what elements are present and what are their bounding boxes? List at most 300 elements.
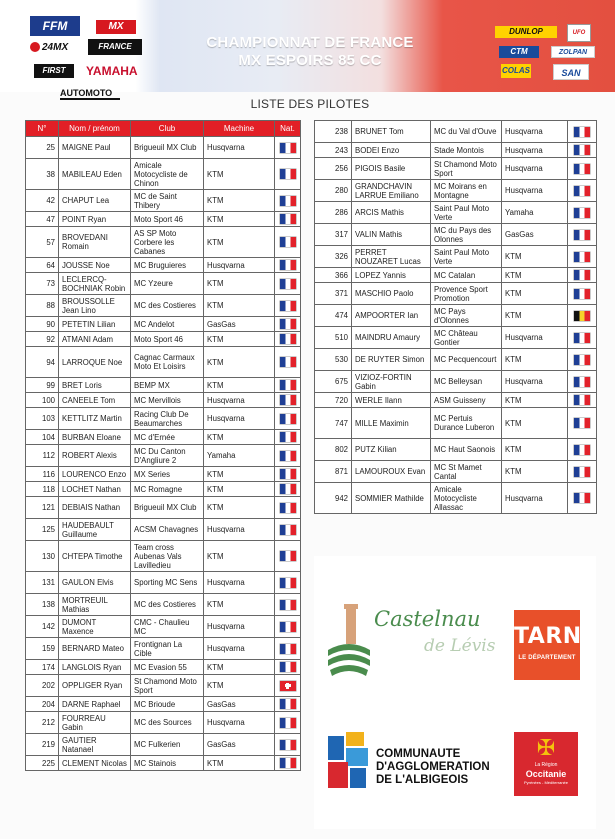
club-cell: MC Haut Saonois bbox=[431, 439, 502, 461]
france-flag-icon bbox=[280, 644, 296, 654]
name-cell: VIZIOZ-FORTIN Gabin bbox=[352, 371, 431, 393]
machine-cell: KTM bbox=[502, 408, 568, 439]
table-row bbox=[26, 697, 301, 712]
table-row bbox=[315, 143, 597, 158]
num-cell: 131 bbox=[26, 572, 59, 594]
nationality-cell bbox=[275, 137, 301, 159]
name-cell: CLEMENT Nicolas bbox=[59, 756, 131, 771]
table-header-row bbox=[26, 121, 301, 137]
machine-cell: KTM bbox=[204, 756, 275, 771]
num-cell: 92 bbox=[26, 332, 59, 347]
france-flag-icon bbox=[280, 237, 296, 247]
france-flag-icon bbox=[280, 432, 296, 442]
club-cell: MC Stainois bbox=[131, 756, 204, 771]
num-cell: 942 bbox=[315, 483, 352, 514]
num-cell: 125 bbox=[26, 519, 59, 541]
24mx-logo bbox=[30, 42, 80, 54]
name-cell: KETTLITZ Martin bbox=[59, 408, 131, 430]
partner-logos bbox=[314, 556, 596, 829]
table-row bbox=[26, 295, 301, 317]
table-row bbox=[26, 347, 301, 378]
num-cell: 366 bbox=[315, 268, 352, 283]
club-cell: Cagnac Carmaux Moto Et Loisirs bbox=[131, 347, 204, 378]
table-row bbox=[26, 258, 301, 273]
club-cell: MC Pecquencourt bbox=[431, 349, 502, 371]
name-cell: ROBERT Alexis bbox=[59, 445, 131, 467]
col-header-num: N° bbox=[26, 121, 59, 137]
table-row bbox=[315, 483, 597, 514]
nationality-cell bbox=[568, 408, 597, 439]
table-row bbox=[26, 317, 301, 332]
nationality-cell bbox=[275, 572, 301, 594]
table-row bbox=[26, 273, 301, 295]
first-logo: FIRST bbox=[34, 64, 74, 78]
num-cell: 47 bbox=[26, 212, 59, 227]
club-cell: St Chamond Moto Sport bbox=[131, 675, 204, 697]
nationality-cell bbox=[275, 660, 301, 675]
col-header-nat: Nat. bbox=[275, 121, 301, 137]
castelnau-logo bbox=[326, 596, 496, 686]
machine-cell: KTM bbox=[204, 227, 275, 258]
france-flag-icon bbox=[280, 279, 296, 289]
name-cell: MAINDRU Amaury bbox=[352, 327, 431, 349]
france-flag-icon bbox=[280, 260, 296, 270]
club-cell: Brigueuil MX Club bbox=[131, 137, 204, 159]
france-flag-icon bbox=[574, 355, 590, 365]
num-cell: 42 bbox=[26, 190, 59, 212]
ufo-logo: UFO bbox=[567, 24, 591, 42]
table-row bbox=[315, 349, 597, 371]
club-cell: ASM Guisseny bbox=[431, 393, 502, 408]
table-row bbox=[26, 445, 301, 467]
table-row bbox=[315, 393, 597, 408]
table-row bbox=[26, 482, 301, 497]
name-cell: LOPEZ Yannis bbox=[352, 268, 431, 283]
nationality-cell bbox=[275, 541, 301, 572]
club-cell: MC du Pays des Olonnes bbox=[431, 224, 502, 246]
france-flag-icon bbox=[280, 503, 296, 513]
name-cell: PIGOIS Basile bbox=[352, 158, 431, 180]
club-cell: MC Evasion 55 bbox=[131, 660, 204, 675]
table-row bbox=[26, 541, 301, 572]
nationality-cell bbox=[275, 227, 301, 258]
ffm-logo: FFM bbox=[30, 16, 80, 36]
name-cell: BERNARD Mateo bbox=[59, 638, 131, 660]
machine-cell: Husqvarna bbox=[502, 158, 568, 180]
table-row bbox=[26, 675, 301, 697]
table-row bbox=[315, 327, 597, 349]
machine-cell: KTM bbox=[204, 295, 275, 317]
castelnau-name: Castelnau bbox=[374, 607, 481, 631]
name-cell: BROVEDANI Romain bbox=[59, 227, 131, 258]
belgium-flag-icon bbox=[574, 311, 590, 321]
table-row bbox=[315, 121, 597, 143]
num-cell: 204 bbox=[26, 697, 59, 712]
nationality-cell bbox=[275, 378, 301, 393]
france-flag-icon bbox=[280, 622, 296, 632]
machine-cell: Husqvarna bbox=[204, 408, 275, 430]
nationality-cell bbox=[275, 594, 301, 616]
france-flag-icon bbox=[574, 493, 590, 503]
name-cell: MABILEAU Eden bbox=[59, 159, 131, 190]
machine-cell: KTM bbox=[204, 482, 275, 497]
san-logo: SAN bbox=[553, 64, 589, 80]
machine-cell: KTM bbox=[204, 332, 275, 347]
club-cell: MC de Saint Thibery bbox=[131, 190, 204, 212]
club-cell: Moto Sport 46 bbox=[131, 332, 204, 347]
france-flag-icon bbox=[280, 484, 296, 494]
france-flag-icon bbox=[574, 333, 590, 343]
num-cell: 121 bbox=[26, 497, 59, 519]
nationality-cell bbox=[568, 158, 597, 180]
num-cell: 675 bbox=[315, 371, 352, 393]
machine-cell: Husqvarna bbox=[502, 121, 568, 143]
castelnau-sub: de Lévis bbox=[424, 636, 496, 656]
list-title: LISTE DES PILOTES bbox=[250, 97, 370, 111]
france-flag-icon bbox=[574, 418, 590, 428]
machine-cell: Husqvarna bbox=[204, 519, 275, 541]
nationality-cell bbox=[275, 712, 301, 734]
nationality-cell bbox=[568, 327, 597, 349]
france-flag-icon bbox=[574, 252, 590, 262]
agglo-line2: D'AGGLOMERATION bbox=[376, 761, 490, 773]
club-cell: ACSM Chavagnes bbox=[131, 519, 204, 541]
machine-cell: KTM bbox=[204, 541, 275, 572]
table-row bbox=[26, 519, 301, 541]
name-cell: DUMONT Maxence bbox=[59, 616, 131, 638]
nationality-cell bbox=[275, 159, 301, 190]
championship-title-line1: CHAMPIONNAT DE FRANCE bbox=[206, 34, 414, 51]
name-cell: GRANDCHAVIN LARRUE Emiliano bbox=[352, 180, 431, 202]
france-flag-icon bbox=[280, 214, 296, 224]
table-row bbox=[26, 212, 301, 227]
machine-cell: GasGas bbox=[204, 734, 275, 756]
nationality-cell bbox=[568, 439, 597, 461]
name-cell: DE RUYTER Simon bbox=[352, 349, 431, 371]
table-row bbox=[26, 430, 301, 445]
pilot-table-left bbox=[25, 120, 301, 771]
machine-cell: GasGas bbox=[204, 697, 275, 712]
num-cell: 159 bbox=[26, 638, 59, 660]
france-flag-icon bbox=[574, 145, 590, 155]
name-cell: VALIN Mathis bbox=[352, 224, 431, 246]
num-cell: 25 bbox=[26, 137, 59, 159]
france-flag-icon bbox=[280, 334, 296, 344]
nationality-cell bbox=[275, 697, 301, 712]
nationality-cell bbox=[568, 143, 597, 158]
num-cell: 530 bbox=[315, 349, 352, 371]
agglo-logo bbox=[326, 732, 506, 798]
table-row bbox=[26, 393, 301, 408]
france-flag-icon bbox=[280, 357, 296, 367]
club-cell: MC Moirans en Montagne bbox=[431, 180, 502, 202]
24mx-logo-text: 24MX bbox=[42, 42, 69, 53]
name-cell: ATMANI Adam bbox=[59, 332, 131, 347]
machine-cell: KTM bbox=[204, 212, 275, 227]
club-cell: MC Mervillois bbox=[131, 393, 204, 408]
table-row bbox=[315, 371, 597, 393]
machine-cell: Husqvarna bbox=[204, 638, 275, 660]
num-cell: 326 bbox=[315, 246, 352, 268]
nationality-cell bbox=[568, 371, 597, 393]
dunlop-logo: DUNLOP bbox=[495, 26, 557, 38]
club-cell: Amicale Motocycliste Allassac bbox=[431, 483, 502, 514]
name-cell: BRUNET Tom bbox=[352, 121, 431, 143]
name-cell: PERRET NOUZARET Lucas bbox=[352, 246, 431, 268]
nationality-cell bbox=[275, 497, 301, 519]
machine-cell: Husqvarna bbox=[502, 143, 568, 158]
club-cell: MC des Costieres bbox=[131, 295, 204, 317]
machine-cell: KTM bbox=[204, 497, 275, 519]
num-cell: 116 bbox=[26, 467, 59, 482]
club-cell: MC Bruguieres bbox=[131, 258, 204, 273]
machine-cell: Husqvarna bbox=[204, 393, 275, 408]
france-flag-icon bbox=[280, 578, 296, 588]
num-cell: 871 bbox=[315, 461, 352, 483]
machine-cell: KTM bbox=[204, 660, 275, 675]
club-cell: Brigueuil MX Club bbox=[131, 497, 204, 519]
table-row bbox=[26, 190, 301, 212]
name-cell: BRET Loris bbox=[59, 378, 131, 393]
name-cell: LECLERCQ-BOCHNIAK Robin bbox=[59, 273, 131, 295]
france-flag-icon bbox=[280, 196, 296, 206]
num-cell: 747 bbox=[315, 408, 352, 439]
club-cell: MC des Sources bbox=[131, 712, 204, 734]
club-cell: CMC - Chaulieu MC bbox=[131, 616, 204, 638]
club-cell: Frontignan La Cible bbox=[131, 638, 204, 660]
name-cell: MORTREUIL Mathias bbox=[59, 594, 131, 616]
num-cell: 64 bbox=[26, 258, 59, 273]
name-cell: MASCHIO Paolo bbox=[352, 283, 431, 305]
num-cell: 104 bbox=[26, 430, 59, 445]
num-cell: 73 bbox=[26, 273, 59, 295]
france-flag-icon bbox=[280, 169, 296, 179]
col-header-club: Club bbox=[131, 121, 204, 137]
ctm-logo: CTM bbox=[499, 46, 539, 58]
table-row bbox=[26, 467, 301, 482]
nationality-cell bbox=[275, 430, 301, 445]
nationality-cell bbox=[568, 283, 597, 305]
table-row bbox=[26, 616, 301, 638]
sponsor-logos-right bbox=[495, 20, 600, 90]
machine-cell: Husqvarna bbox=[502, 371, 568, 393]
france-flag-icon bbox=[280, 451, 296, 461]
table-row bbox=[315, 439, 597, 461]
france-flag-icon bbox=[574, 164, 590, 174]
france-flag-icon bbox=[574, 270, 590, 280]
table-row bbox=[315, 408, 597, 439]
machine-cell: Husqvarna bbox=[204, 572, 275, 594]
name-cell: PUTZ Kilian bbox=[352, 439, 431, 461]
table-row bbox=[26, 378, 301, 393]
num-cell: 112 bbox=[26, 445, 59, 467]
num-cell: 280 bbox=[315, 180, 352, 202]
france-flag-icon bbox=[574, 395, 590, 405]
tarn-word: TARN bbox=[514, 624, 582, 649]
club-cell: Stade Montois bbox=[431, 143, 502, 158]
france-flag-icon bbox=[280, 699, 296, 709]
num-cell: 174 bbox=[26, 660, 59, 675]
num-cell: 202 bbox=[26, 675, 59, 697]
table-row bbox=[26, 756, 301, 771]
name-cell: DARNE Raphael bbox=[59, 697, 131, 712]
nationality-cell bbox=[275, 212, 301, 227]
machine-cell: Husqvarna bbox=[204, 258, 275, 273]
name-cell: LAMOUROUX Evan bbox=[352, 461, 431, 483]
24mx-dot-icon bbox=[30, 42, 40, 52]
name-cell: LARROQUE Noe bbox=[59, 347, 131, 378]
table-row bbox=[315, 268, 597, 283]
nationality-cell bbox=[275, 295, 301, 317]
club-cell: Moto Sport 46 bbox=[131, 212, 204, 227]
num-cell: 219 bbox=[26, 734, 59, 756]
table-row bbox=[26, 712, 301, 734]
nationality-cell bbox=[568, 305, 597, 327]
france-flag-icon bbox=[574, 289, 590, 299]
col-header-machine: Machine bbox=[204, 121, 275, 137]
club-cell: MC Andelot bbox=[131, 317, 204, 332]
france-flag-icon bbox=[280, 319, 296, 329]
machine-cell: KTM bbox=[502, 305, 568, 327]
name-cell: GAULON Elvis bbox=[59, 572, 131, 594]
table-row bbox=[26, 332, 301, 347]
switzerland-flag-icon bbox=[280, 681, 296, 691]
table-row bbox=[26, 497, 301, 519]
tarn-logo bbox=[514, 610, 580, 680]
france-flag-icon bbox=[280, 718, 296, 728]
num-cell: 256 bbox=[315, 158, 352, 180]
machine-cell: Husqvarna bbox=[204, 616, 275, 638]
nationality-cell bbox=[275, 734, 301, 756]
name-cell: CHAPUT Lea bbox=[59, 190, 131, 212]
name-cell: CHTEPA Timothe bbox=[59, 541, 131, 572]
nationality-cell bbox=[568, 202, 597, 224]
club-cell: AS SP Moto Corbere les Cabanes bbox=[131, 227, 204, 258]
nationality-cell bbox=[275, 616, 301, 638]
machine-cell: KTM bbox=[204, 190, 275, 212]
num-cell: 510 bbox=[315, 327, 352, 349]
machine-cell: Husqvarna bbox=[204, 137, 275, 159]
agglo-icon bbox=[326, 732, 370, 792]
table-row bbox=[26, 594, 301, 616]
num-cell: 720 bbox=[315, 393, 352, 408]
nationality-cell bbox=[568, 393, 597, 408]
nationality-cell bbox=[275, 332, 301, 347]
nationality-cell bbox=[275, 675, 301, 697]
yamaha-logo: YAMAHA bbox=[86, 64, 138, 78]
num-cell: 88 bbox=[26, 295, 59, 317]
occitanie-logo bbox=[514, 732, 578, 796]
num-cell: 474 bbox=[315, 305, 352, 327]
table-row bbox=[315, 283, 597, 305]
nationality-cell bbox=[568, 483, 597, 514]
club-cell: MC d'Ernée bbox=[131, 430, 204, 445]
num-cell: 138 bbox=[26, 594, 59, 616]
name-cell: HAUDEBAULT Guillaume bbox=[59, 519, 131, 541]
nationality-cell bbox=[275, 467, 301, 482]
table-row bbox=[26, 408, 301, 430]
machine-cell: KTM bbox=[204, 159, 275, 190]
club-cell: MC Brioude bbox=[131, 697, 204, 712]
num-cell: 225 bbox=[26, 756, 59, 771]
name-cell: BURBAN Eloane bbox=[59, 430, 131, 445]
num-cell: 90 bbox=[26, 317, 59, 332]
club-cell: MC du Val d'Ouve bbox=[431, 121, 502, 143]
name-cell: GAUTIER Natanael bbox=[59, 734, 131, 756]
name-cell: BROUSSOLLE Jean Lino bbox=[59, 295, 131, 317]
france-flag-icon bbox=[574, 208, 590, 218]
nationality-cell bbox=[275, 519, 301, 541]
nationality-cell bbox=[568, 461, 597, 483]
club-cell: Team cross Aubenas Vals Lavilledieu bbox=[131, 541, 204, 572]
table-row bbox=[26, 159, 301, 190]
france-flag-icon bbox=[280, 380, 296, 390]
header-banner bbox=[0, 0, 615, 98]
club-cell: MC Fulkerien bbox=[131, 734, 204, 756]
occitan-cross-icon: ✠ bbox=[536, 735, 556, 760]
num-cell: 802 bbox=[315, 439, 352, 461]
machine-cell: Husqvarna bbox=[204, 712, 275, 734]
num-cell: 118 bbox=[26, 482, 59, 497]
occitanie-name: Occitanie bbox=[525, 769, 567, 779]
col-header-name: Nom / prénom bbox=[59, 121, 131, 137]
name-cell: ARCIS Mathis bbox=[352, 202, 431, 224]
num-cell: 100 bbox=[26, 393, 59, 408]
name-cell: POINT Ryan bbox=[59, 212, 131, 227]
france-flag-icon bbox=[280, 414, 296, 424]
club-cell: St Chamond Moto Sport bbox=[431, 158, 502, 180]
france-flag-icon bbox=[280, 600, 296, 610]
name-cell: MILLE Maximin bbox=[352, 408, 431, 439]
france-flag-icon bbox=[280, 525, 296, 535]
club-cell: Amicale Motocycliste de Chinon bbox=[131, 159, 204, 190]
club-cell: MC Belleysan bbox=[431, 371, 502, 393]
france-flag-icon bbox=[280, 758, 296, 768]
france-flag-icon bbox=[574, 467, 590, 477]
club-cell: MC Romagne bbox=[131, 482, 204, 497]
nationality-cell bbox=[275, 445, 301, 467]
nationality-cell bbox=[275, 756, 301, 771]
table-row bbox=[315, 158, 597, 180]
machine-cell: KTM bbox=[204, 378, 275, 393]
name-cell: MAIGNE Paul bbox=[59, 137, 131, 159]
club-cell: MC Yzeure bbox=[131, 273, 204, 295]
france-flag-icon bbox=[280, 662, 296, 672]
france-flag-icon bbox=[280, 551, 296, 561]
nationality-cell bbox=[568, 121, 597, 143]
table-row bbox=[26, 572, 301, 594]
club-cell: Sporting MC Sens bbox=[131, 572, 204, 594]
name-cell: JOUSSE Noe bbox=[59, 258, 131, 273]
mx-logo: MX bbox=[96, 20, 136, 34]
machine-cell: KTM bbox=[502, 268, 568, 283]
agglo-line3: DE L'ALBIGEOIS bbox=[376, 774, 469, 786]
zolpan-logo: ZOLPAN bbox=[551, 46, 595, 58]
france-logo: FRANCE bbox=[88, 39, 142, 55]
france-flag-icon bbox=[574, 230, 590, 240]
name-cell: SOMMIER Mathilde bbox=[352, 483, 431, 514]
nationality-cell bbox=[275, 190, 301, 212]
machine-cell: GasGas bbox=[204, 317, 275, 332]
name-cell: WERLE Ilann bbox=[352, 393, 431, 408]
club-cell: Provence Sport Promotion bbox=[431, 283, 502, 305]
name-cell: OPPLIGER Ryan bbox=[59, 675, 131, 697]
name-cell: AMPOORTER Ian bbox=[352, 305, 431, 327]
table-row bbox=[26, 227, 301, 258]
nationality-cell bbox=[275, 393, 301, 408]
table-row bbox=[26, 660, 301, 675]
france-flag-icon bbox=[280, 301, 296, 311]
